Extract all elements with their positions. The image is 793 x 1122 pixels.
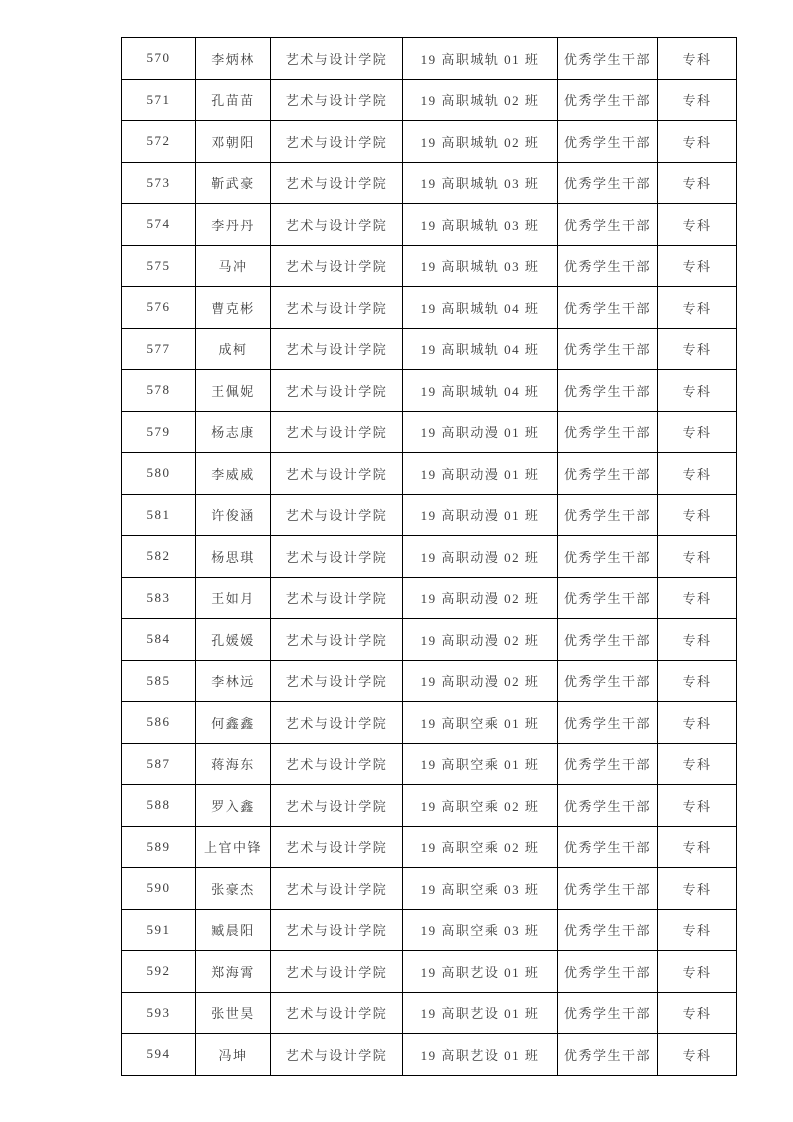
table-row xyxy=(122,79,737,121)
cell-serial-number: 592 xyxy=(122,951,196,993)
cell-college: 艺术与设计学院 xyxy=(271,204,403,246)
table-row xyxy=(122,121,737,163)
cell-award-title: 优秀学生干部 xyxy=(558,204,658,246)
cell-college: 艺术与设计学院 xyxy=(271,992,403,1034)
cell-college: 艺术与设计学院 xyxy=(271,162,403,204)
cell-student-name: 王如月 xyxy=(196,577,271,619)
student-table-body xyxy=(122,38,737,1076)
cell-serial-number: 574 xyxy=(122,204,196,246)
cell-college: 艺术与设计学院 xyxy=(271,38,403,80)
cell-student-name: 张豪杰 xyxy=(196,868,271,910)
table-row xyxy=(122,494,737,536)
cell-student-name: 杨思琪 xyxy=(196,536,271,578)
cell-award-title: 优秀学生干部 xyxy=(558,660,658,702)
cell-serial-number: 578 xyxy=(122,370,196,412)
cell-college: 艺术与设计学院 xyxy=(271,453,403,495)
cell-class: 19 高职城轨 03 班 xyxy=(403,245,558,287)
cell-class: 19 高职空乘 02 班 xyxy=(403,826,558,868)
cell-degree-level: 专科 xyxy=(658,702,737,744)
cell-class: 19 高职城轨 04 班 xyxy=(403,328,558,370)
table-row xyxy=(122,162,737,204)
cell-award-title: 优秀学生干部 xyxy=(558,619,658,661)
cell-college: 艺术与设计学院 xyxy=(271,702,403,744)
cell-class: 19 高职动漫 01 班 xyxy=(403,411,558,453)
table-row xyxy=(122,826,737,868)
table-row xyxy=(122,453,737,495)
cell-student-name: 曹克彬 xyxy=(196,287,271,329)
cell-class: 19 高职动漫 02 班 xyxy=(403,577,558,619)
cell-class: 19 高职城轨 04 班 xyxy=(403,370,558,412)
cell-student-name: 何鑫鑫 xyxy=(196,702,271,744)
table-row xyxy=(122,328,737,370)
cell-award-title: 优秀学生干部 xyxy=(558,370,658,412)
cell-college: 艺术与设计学院 xyxy=(271,868,403,910)
cell-degree-level: 专科 xyxy=(658,79,737,121)
table-row xyxy=(122,868,737,910)
cell-award-title: 优秀学生干部 xyxy=(558,162,658,204)
table-row xyxy=(122,951,737,993)
cell-award-title: 优秀学生干部 xyxy=(558,1034,658,1076)
cell-award-title: 优秀学生干部 xyxy=(558,909,658,951)
cell-award-title: 优秀学生干部 xyxy=(558,992,658,1034)
cell-award-title: 优秀学生干部 xyxy=(558,785,658,827)
cell-student-name: 成柯 xyxy=(196,328,271,370)
cell-award-title: 优秀学生干部 xyxy=(558,577,658,619)
cell-college: 艺术与设计学院 xyxy=(271,660,403,702)
cell-college: 艺术与设计学院 xyxy=(271,909,403,951)
cell-degree-level: 专科 xyxy=(658,328,737,370)
cell-student-name: 李威威 xyxy=(196,453,271,495)
table-row xyxy=(122,245,737,287)
cell-serial-number: 584 xyxy=(122,619,196,661)
cell-class: 19 高职艺设 01 班 xyxy=(403,951,558,993)
cell-student-name: 孔媛媛 xyxy=(196,619,271,661)
cell-serial-number: 581 xyxy=(122,494,196,536)
cell-serial-number: 582 xyxy=(122,536,196,578)
cell-degree-level: 专科 xyxy=(658,536,737,578)
table-row xyxy=(122,992,737,1034)
cell-class: 19 高职空乘 01 班 xyxy=(403,702,558,744)
cell-award-title: 优秀学生干部 xyxy=(558,79,658,121)
table-row xyxy=(122,204,737,246)
table-row xyxy=(122,536,737,578)
cell-award-title: 优秀学生干部 xyxy=(558,743,658,785)
cell-serial-number: 575 xyxy=(122,245,196,287)
cell-student-name: 许俊涵 xyxy=(196,494,271,536)
cell-degree-level: 专科 xyxy=(658,38,737,80)
cell-college: 艺术与设计学院 xyxy=(271,79,403,121)
cell-class: 19 高职空乘 03 班 xyxy=(403,868,558,910)
cell-class: 19 高职艺设 01 班 xyxy=(403,992,558,1034)
cell-student-name: 臧晨阳 xyxy=(196,909,271,951)
cell-class: 19 高职城轨 01 班 xyxy=(403,38,558,80)
cell-college: 艺术与设计学院 xyxy=(271,577,403,619)
cell-college: 艺术与设计学院 xyxy=(271,1034,403,1076)
cell-degree-level: 专科 xyxy=(658,370,737,412)
cell-degree-level: 专科 xyxy=(658,785,737,827)
cell-student-name: 靳武豪 xyxy=(196,162,271,204)
cell-class: 19 高职动漫 02 班 xyxy=(403,619,558,661)
cell-college: 艺术与设计学院 xyxy=(271,328,403,370)
cell-college: 艺术与设计学院 xyxy=(271,121,403,163)
cell-class: 19 高职空乘 03 班 xyxy=(403,909,558,951)
cell-award-title: 优秀学生干部 xyxy=(558,868,658,910)
cell-degree-level: 专科 xyxy=(658,992,737,1034)
cell-serial-number: 580 xyxy=(122,453,196,495)
cell-serial-number: 590 xyxy=(122,868,196,910)
cell-degree-level: 专科 xyxy=(658,245,737,287)
cell-serial-number: 576 xyxy=(122,287,196,329)
cell-degree-level: 专科 xyxy=(658,743,737,785)
cell-award-title: 优秀学生干部 xyxy=(558,536,658,578)
cell-serial-number: 573 xyxy=(122,162,196,204)
cell-college: 艺术与设计学院 xyxy=(271,951,403,993)
cell-college: 艺术与设计学院 xyxy=(271,287,403,329)
table-row xyxy=(122,287,737,329)
cell-award-title: 优秀学生干部 xyxy=(558,328,658,370)
cell-award-title: 优秀学生干部 xyxy=(558,121,658,163)
cell-award-title: 优秀学生干部 xyxy=(558,951,658,993)
cell-student-name: 王佩妮 xyxy=(196,370,271,412)
cell-serial-number: 571 xyxy=(122,79,196,121)
cell-degree-level: 专科 xyxy=(658,619,737,661)
cell-serial-number: 594 xyxy=(122,1034,196,1076)
cell-class: 19 高职城轨 02 班 xyxy=(403,79,558,121)
cell-student-name: 杨志康 xyxy=(196,411,271,453)
table-row xyxy=(122,619,737,661)
cell-serial-number: 585 xyxy=(122,660,196,702)
cell-class: 19 高职城轨 02 班 xyxy=(403,121,558,163)
cell-student-name: 孔苗苗 xyxy=(196,79,271,121)
cell-award-title: 优秀学生干部 xyxy=(558,453,658,495)
table-row xyxy=(122,370,737,412)
cell-award-title: 优秀学生干部 xyxy=(558,826,658,868)
cell-degree-level: 专科 xyxy=(658,121,737,163)
cell-degree-level: 专科 xyxy=(658,494,737,536)
cell-class: 19 高职艺设 01 班 xyxy=(403,1034,558,1076)
table-row xyxy=(122,1034,737,1076)
student-award-table xyxy=(121,37,737,1076)
table-row xyxy=(122,660,737,702)
cell-student-name: 李丹丹 xyxy=(196,204,271,246)
cell-award-title: 优秀学生干部 xyxy=(558,287,658,329)
cell-degree-level: 专科 xyxy=(658,660,737,702)
table-row xyxy=(122,577,737,619)
cell-student-name: 李炳林 xyxy=(196,38,271,80)
cell-class: 19 高职城轨 03 班 xyxy=(403,204,558,246)
cell-serial-number: 589 xyxy=(122,826,196,868)
cell-serial-number: 591 xyxy=(122,909,196,951)
cell-serial-number: 593 xyxy=(122,992,196,1034)
cell-degree-level: 专科 xyxy=(658,162,737,204)
cell-award-title: 优秀学生干部 xyxy=(558,411,658,453)
cell-student-name: 蒋海东 xyxy=(196,743,271,785)
cell-student-name: 李林远 xyxy=(196,660,271,702)
table-row xyxy=(122,785,737,827)
cell-degree-level: 专科 xyxy=(658,577,737,619)
cell-serial-number: 577 xyxy=(122,328,196,370)
cell-class: 19 高职动漫 01 班 xyxy=(403,494,558,536)
cell-degree-level: 专科 xyxy=(658,826,737,868)
cell-student-name: 郑海霄 xyxy=(196,951,271,993)
cell-student-name: 罗入鑫 xyxy=(196,785,271,827)
cell-serial-number: 572 xyxy=(122,121,196,163)
cell-degree-level: 专科 xyxy=(658,287,737,329)
cell-student-name: 张世昊 xyxy=(196,992,271,1034)
cell-college: 艺术与设计学院 xyxy=(271,743,403,785)
cell-serial-number: 579 xyxy=(122,411,196,453)
cell-class: 19 高职城轨 03 班 xyxy=(403,162,558,204)
cell-college: 艺术与设计学院 xyxy=(271,826,403,868)
cell-degree-level: 专科 xyxy=(658,951,737,993)
cell-degree-level: 专科 xyxy=(658,909,737,951)
cell-college: 艺术与设计学院 xyxy=(271,619,403,661)
cell-degree-level: 专科 xyxy=(658,411,737,453)
cell-student-name: 上官中锋 xyxy=(196,826,271,868)
cell-college: 艺术与设计学院 xyxy=(271,785,403,827)
cell-class: 19 高职城轨 04 班 xyxy=(403,287,558,329)
table-row xyxy=(122,743,737,785)
table-row xyxy=(122,909,737,951)
cell-class: 19 高职空乘 02 班 xyxy=(403,785,558,827)
cell-award-title: 优秀学生干部 xyxy=(558,245,658,287)
table-row xyxy=(122,702,737,744)
cell-award-title: 优秀学生干部 xyxy=(558,494,658,536)
cell-serial-number: 588 xyxy=(122,785,196,827)
cell-class: 19 高职空乘 01 班 xyxy=(403,743,558,785)
cell-student-name: 邓朝阳 xyxy=(196,121,271,163)
cell-award-title: 优秀学生干部 xyxy=(558,38,658,80)
cell-class: 19 高职动漫 02 班 xyxy=(403,536,558,578)
cell-serial-number: 587 xyxy=(122,743,196,785)
cell-serial-number: 586 xyxy=(122,702,196,744)
cell-student-name: 马冲 xyxy=(196,245,271,287)
cell-serial-number: 570 xyxy=(122,38,196,80)
cell-student-name: 冯坤 xyxy=(196,1034,271,1076)
cell-class: 19 高职动漫 01 班 xyxy=(403,453,558,495)
cell-college: 艺术与设计学院 xyxy=(271,245,403,287)
cell-college: 艺术与设计学院 xyxy=(271,536,403,578)
cell-degree-level: 专科 xyxy=(658,1034,737,1076)
cell-college: 艺术与设计学院 xyxy=(271,370,403,412)
cell-serial-number: 583 xyxy=(122,577,196,619)
cell-class: 19 高职动漫 02 班 xyxy=(403,660,558,702)
cell-degree-level: 专科 xyxy=(658,204,737,246)
cell-award-title: 优秀学生干部 xyxy=(558,702,658,744)
table-row xyxy=(122,411,737,453)
cell-degree-level: 专科 xyxy=(658,453,737,495)
cell-college: 艺术与设计学院 xyxy=(271,494,403,536)
cell-college: 艺术与设计学院 xyxy=(271,411,403,453)
cell-degree-level: 专科 xyxy=(658,868,737,910)
table-row xyxy=(122,38,737,80)
